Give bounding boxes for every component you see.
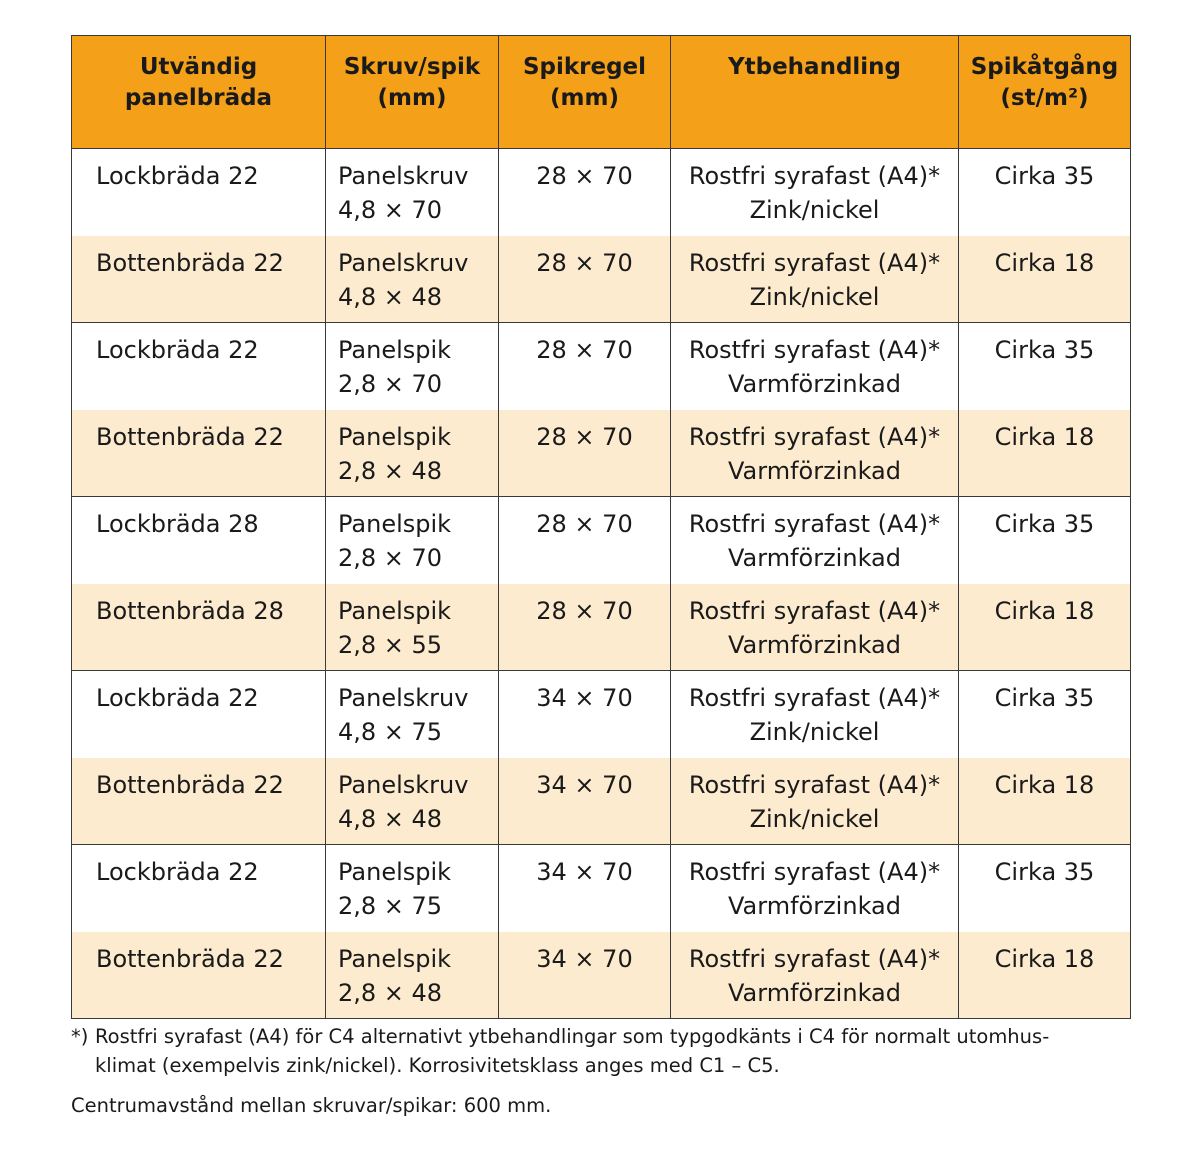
- cell-panel-board-line1: Lockbräda 28: [96, 510, 259, 538]
- cell-nail-consumption-line1: Cirka 18: [994, 944, 1095, 973]
- cell-nail-rule-line1: 28 × 70: [536, 596, 633, 625]
- cell-screw-nail-line2: 2,8 × 48: [338, 978, 443, 1007]
- cell-surface-treatment-line2: Zink/nickel: [749, 196, 880, 224]
- cell-screw-nail: [326, 584, 499, 671]
- cell-surface-treatment-line2: Varmförzinkad: [728, 456, 901, 485]
- cell-screw-nail: [326, 323, 499, 410]
- cell-nail-consumption-line1: Cirka 35: [994, 684, 1095, 712]
- cell-nail-rule-line1: 28 × 70: [536, 336, 633, 364]
- cell-surface-treatment-line2: Varmförzinkad: [728, 630, 901, 659]
- cell-panel-board-line1: Bottenbräda 22: [96, 944, 284, 973]
- cell-nail-consumption-line1: Cirka 35: [994, 510, 1095, 538]
- cell-nail-consumption: [959, 758, 1131, 845]
- cell-screw-nail-line2: 2,8 × 48: [338, 456, 443, 485]
- cell-surface-treatment: [671, 584, 959, 671]
- table-row: [72, 758, 1131, 845]
- header-screw-nail-line2: (mm): [377, 85, 447, 111]
- table-row: [72, 323, 1131, 410]
- cell-screw-nail-line1: Panelspik: [338, 596, 452, 625]
- cell-nail-rule: [499, 497, 671, 584]
- cell-panel-board-line1: Lockbräda 22: [96, 162, 259, 190]
- table-row: [72, 410, 1131, 497]
- cell-nail-rule-line1: 28 × 70: [536, 422, 633, 451]
- cell-nail-consumption-line1: Cirka 18: [994, 248, 1095, 277]
- cell-screw-nail-line2: 2,8 × 70: [338, 544, 443, 572]
- cell-panel-board: [72, 149, 326, 236]
- header-surface-treatment: [671, 36, 959, 149]
- table-body: [72, 149, 1131, 1019]
- cell-surface-treatment: [671, 149, 959, 236]
- cell-nail-consumption: [959, 149, 1131, 236]
- cell-surface-treatment-line2: Varmförzinkad: [728, 892, 901, 920]
- cell-nail-rule-line1: 34 × 70: [536, 944, 633, 973]
- cell-panel-board-line1: Lockbräda 22: [96, 858, 259, 886]
- table-row: [72, 497, 1131, 584]
- cell-screw-nail-line1: Panelspik: [338, 944, 452, 973]
- cell-panel-board: [72, 497, 326, 584]
- fastener-spec-table: [71, 35, 1131, 1019]
- cell-surface-treatment-line1: Rostfri syrafast (A4)*: [688, 596, 941, 625]
- cell-panel-board: [72, 671, 326, 758]
- cell-surface-treatment: [671, 932, 959, 1019]
- cell-surface-treatment-line1: Rostfri syrafast (A4)*: [688, 510, 941, 538]
- header-screw-nail: [326, 36, 499, 149]
- footnote-line1: Rostfri syrafast (A4) för C4 alternativt ytbehandlingar som typgodkänts i C4 för normalt utomhus-: [95, 1025, 1050, 1048]
- cell-nail-consumption: [959, 323, 1131, 410]
- cell-nail-consumption-line1: Cirka 35: [994, 858, 1095, 886]
- cell-surface-treatment-line2: Zink/nickel: [749, 718, 880, 746]
- cell-nail-consumption-line1: Cirka 35: [994, 162, 1095, 190]
- cell-panel-board-line1: Bottenbräda 22: [96, 770, 284, 799]
- cell-surface-treatment-line2: Zink/nickel: [749, 282, 880, 311]
- cell-nail-consumption-line1: Cirka 35: [994, 336, 1095, 364]
- cell-screw-nail: [326, 932, 499, 1019]
- cell-screw-nail-line2: 4,8 × 48: [338, 804, 443, 833]
- cell-surface-treatment: [671, 410, 959, 497]
- cell-nail-rule: [499, 323, 671, 410]
- cell-panel-board: [72, 845, 326, 932]
- cell-surface-treatment-line1: Rostfri syrafast (A4)*: [688, 248, 941, 277]
- cell-screw-nail-line1: Panelspik: [338, 422, 452, 451]
- cell-nail-rule: [499, 149, 671, 236]
- cell-surface-treatment-line2: Varmförzinkad: [728, 978, 901, 1007]
- cell-panel-board-line1: Lockbräda 22: [96, 336, 259, 364]
- cell-surface-treatment-line2: Varmförzinkad: [728, 544, 901, 572]
- cell-nail-rule-line1: 34 × 70: [536, 770, 633, 799]
- header-panel-board-line2: panelbräda: [124, 85, 273, 111]
- cell-screw-nail: [326, 497, 499, 584]
- header-panel-board: [72, 36, 326, 149]
- table-row: [72, 932, 1131, 1019]
- cell-screw-nail-line1: Panelskruv: [338, 770, 469, 799]
- header-nail-consumption-line2: (st/m²): [1000, 85, 1089, 111]
- cell-panel-board: [72, 932, 326, 1019]
- cell-surface-treatment: [671, 497, 959, 584]
- header-nail-rule-line1: Spikregel: [522, 54, 647, 80]
- table-header-row: [72, 36, 1131, 149]
- header-nail-rule-line2: (mm): [550, 85, 619, 111]
- cell-screw-nail-line1: Panelspik: [338, 858, 452, 886]
- cell-screw-nail-line1: Panelskruv: [338, 684, 469, 712]
- cell-surface-treatment-line1: Rostfri syrafast (A4)*: [688, 162, 941, 190]
- cell-surface-treatment: [671, 323, 959, 410]
- cell-nail-consumption: [959, 410, 1131, 497]
- header-surface-treatment-line1: Ytbehandling: [727, 54, 902, 80]
- cell-screw-nail-line1: Panelskruv: [338, 248, 469, 277]
- cell-surface-treatment: [671, 845, 959, 932]
- cell-surface-treatment-line2: Varmförzinkad: [728, 370, 901, 398]
- cell-nail-rule: [499, 845, 671, 932]
- header-panel-board-line1: Utvändig: [139, 54, 258, 80]
- table-row: [72, 236, 1131, 323]
- cell-nail-consumption: [959, 584, 1131, 671]
- cell-screw-nail-line1: Panelspik: [338, 336, 452, 364]
- cell-panel-board: [72, 758, 326, 845]
- center-distance-note: Centrumavstånd mellan skruvar/spikar: 600 mm.: [71, 1094, 552, 1117]
- header-nail-consumption: [959, 36, 1131, 149]
- cell-panel-board: [72, 410, 326, 497]
- cell-panel-board: [72, 584, 326, 671]
- cell-screw-nail-line2: 4,8 × 70: [338, 196, 443, 224]
- table-row: [72, 149, 1131, 236]
- cell-screw-nail-line1: Panelskruv: [338, 162, 469, 190]
- cell-screw-nail-line1: Panelspik: [338, 510, 452, 538]
- cell-panel-board-line1: Lockbräda 22: [96, 684, 259, 712]
- cell-surface-treatment-line1: Rostfri syrafast (A4)*: [688, 336, 941, 364]
- cell-nail-rule: [499, 758, 671, 845]
- cell-nail-rule: [499, 671, 671, 758]
- cell-nail-consumption: [959, 932, 1131, 1019]
- cell-panel-board-line1: Bottenbräda 28: [96, 596, 284, 625]
- cell-nail-consumption: [959, 671, 1131, 758]
- cell-nail-rule-line1: 34 × 70: [536, 858, 633, 886]
- cell-nail-consumption: [959, 236, 1131, 323]
- table-row: [72, 671, 1131, 758]
- cell-nail-rule: [499, 932, 671, 1019]
- table-row: [72, 845, 1131, 932]
- cell-surface-treatment-line2: Zink/nickel: [749, 804, 880, 833]
- cell-screw-nail-line2: 4,8 × 48: [338, 282, 443, 311]
- cell-panel-board: [72, 236, 326, 323]
- cell-screw-nail-line2: 4,8 × 75: [338, 718, 443, 746]
- cell-surface-treatment-line1: Rostfri syrafast (A4)*: [688, 944, 941, 973]
- cell-nail-consumption-line1: Cirka 18: [994, 596, 1095, 625]
- header-nail-rule: [499, 36, 671, 149]
- cell-nail-rule-line1: 34 × 70: [536, 684, 633, 712]
- header-screw-nail-line1: Skruv/spik: [343, 54, 481, 80]
- cell-screw-nail: [326, 845, 499, 932]
- cell-panel-board-line1: Bottenbräda 22: [96, 248, 284, 277]
- footnote: [71, 1022, 1131, 1080]
- cell-screw-nail: [326, 149, 499, 236]
- cell-nail-rule-line1: 28 × 70: [536, 248, 633, 277]
- cell-screw-nail-line2: 2,8 × 70: [338, 370, 443, 398]
- cell-screw-nail-line2: 2,8 × 75: [338, 892, 443, 920]
- cell-nail-consumption-line1: Cirka 18: [994, 422, 1095, 451]
- cell-nail-consumption-line1: Cirka 18: [994, 770, 1095, 799]
- cell-nail-consumption: [959, 845, 1131, 932]
- cell-screw-nail: [326, 410, 499, 497]
- cell-nail-rule: [499, 236, 671, 323]
- cell-panel-board-line1: Bottenbräda 22: [96, 422, 284, 451]
- cell-surface-treatment-line1: Rostfri syrafast (A4)*: [688, 858, 941, 886]
- cell-nail-rule-line1: 28 × 70: [536, 162, 633, 190]
- cell-screw-nail: [326, 236, 499, 323]
- cell-screw-nail-line2: 2,8 × 55: [338, 630, 443, 659]
- cell-surface-treatment-line1: Rostfri syrafast (A4)*: [688, 684, 941, 712]
- header-nail-consumption-line1: Spikåtgång: [970, 54, 1119, 80]
- cell-surface-treatment-line1: Rostfri syrafast (A4)*: [688, 422, 941, 451]
- footnote-mark: *): [71, 1025, 89, 1048]
- footnote-line2: klimat (exempelvis zink/nickel). Korrosivitetsklass anges med C1 – C5.: [95, 1054, 780, 1077]
- cell-surface-treatment: [671, 758, 959, 845]
- cell-screw-nail: [326, 671, 499, 758]
- cell-panel-board: [72, 323, 326, 410]
- cell-screw-nail: [326, 758, 499, 845]
- cell-surface-treatment: [671, 236, 959, 323]
- cell-nail-rule: [499, 584, 671, 671]
- cell-nail-consumption: [959, 497, 1131, 584]
- cell-nail-rule: [499, 410, 671, 497]
- table-row: [72, 584, 1131, 671]
- cell-surface-treatment: [671, 671, 959, 758]
- cell-surface-treatment-line1: Rostfri syrafast (A4)*: [688, 770, 941, 799]
- cell-nail-rule-line1: 28 × 70: [536, 510, 633, 538]
